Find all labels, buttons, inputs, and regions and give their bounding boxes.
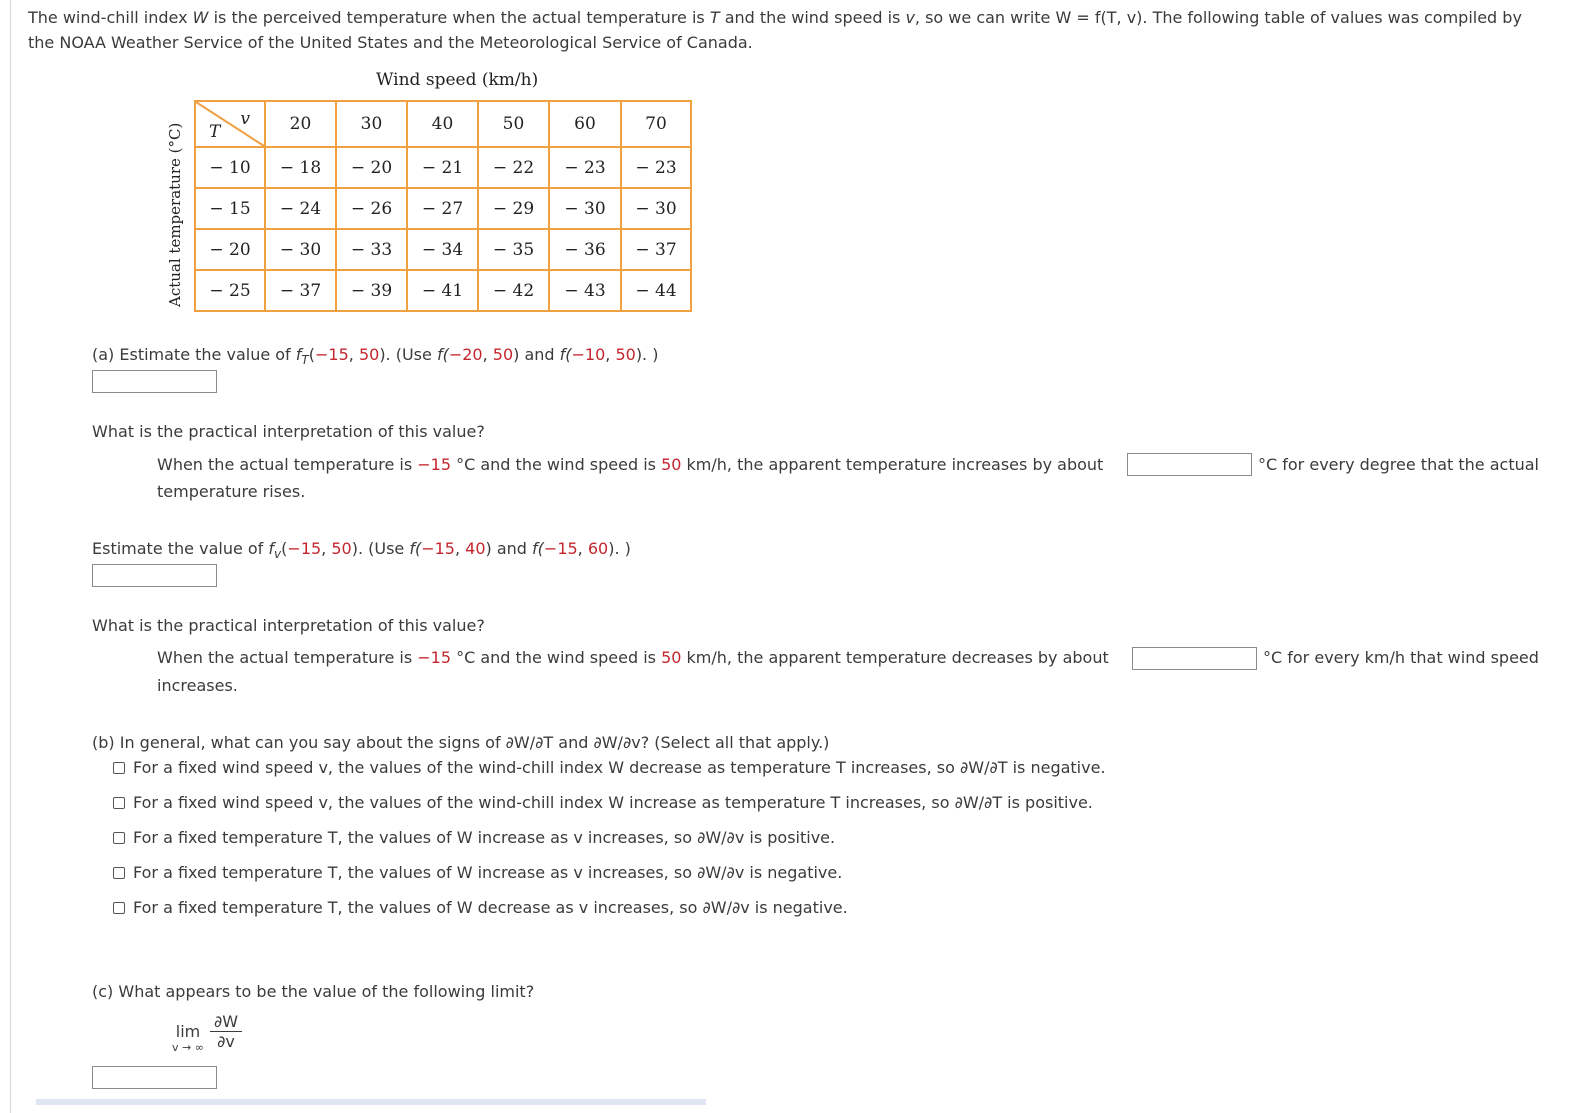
- use-arg: −15: [543, 539, 578, 558]
- part-a2-interp-line2: increases.: [157, 676, 238, 695]
- table-cell: − 42: [478, 270, 549, 311]
- table-cell: − 23: [549, 147, 621, 188]
- table-cell: − 30: [265, 229, 336, 270]
- func-subscript: T: [301, 353, 309, 368]
- interp-text: When the actual temperature is: [157, 455, 418, 474]
- option-label: For a fixed wind speed v, the values of the wind-chill index W increase as temperature T increases, so ∂W/∂T is positive.: [133, 793, 1093, 812]
- speed-header: 60: [549, 101, 621, 147]
- option-checkbox[interactable]: [113, 867, 125, 879]
- intro-equation: W = f(T, v).: [1055, 8, 1148, 27]
- option-row[interactable]: [113, 863, 842, 882]
- speed-header: 30: [336, 101, 407, 147]
- temp-header: − 15: [195, 188, 265, 229]
- part-a-question: (a) Estimate the value of $f_T(-15$, 50). (Use f(−20, 50) and f(−10, 50). ): [92, 345, 659, 368]
- func-f: f: [295, 345, 302, 364]
- left-border: [10, 0, 11, 1113]
- arg-temp: −15: [287, 539, 322, 558]
- func-subscript: v: [274, 547, 282, 562]
- part-a-interp-tail: °C for every degree that the actual: [1258, 455, 1539, 474]
- option-row[interactable]: [113, 828, 835, 847]
- part-c-question: (c) What appears to be the value of the following limit?: [92, 982, 535, 1001]
- use-f: f(: [532, 539, 544, 558]
- table-cell: − 27: [407, 188, 478, 229]
- fT-interp-answer-input[interactable]: [1127, 453, 1252, 476]
- table-cell: − 29: [478, 188, 549, 229]
- bottom-bar: [36, 1099, 706, 1105]
- fv-answer-input[interactable]: [92, 564, 217, 587]
- interp-speed: 50: [661, 648, 682, 667]
- use-arg: −20: [448, 345, 483, 364]
- table-cell: − 36: [549, 229, 621, 270]
- problem-intro: [28, 5, 1568, 55]
- paren: (: [308, 345, 316, 364]
- part-a-interp-line2: temperature rises.: [157, 482, 306, 501]
- use-arg: 40: [465, 539, 486, 558]
- table-cell: − 37: [265, 270, 336, 311]
- interp-text: km/h, the apparent temperature decreases by about: [681, 648, 1109, 667]
- fT-answer-input[interactable]: [92, 370, 217, 393]
- use-hint: (Use: [390, 345, 437, 364]
- intro-text: and the wind speed is: [719, 8, 906, 27]
- table-cell: − 26: [336, 188, 407, 229]
- fraction-denominator: ∂v: [217, 1032, 235, 1051]
- table-cell: − 30: [549, 188, 621, 229]
- part-a2-interp-sentence: [157, 648, 1109, 667]
- use-f: f(: [436, 345, 449, 364]
- part-a-text: (a) Estimate the value of: [92, 345, 296, 364]
- var-W: W: [192, 8, 209, 27]
- table-row: [195, 188, 691, 229]
- table-cell: − 39: [336, 270, 407, 311]
- row-axis-label: Actual temperature (°C): [166, 122, 184, 307]
- option-label: For a fixed temperature T, the values of W decrease as v increases, so ∂W/∂v is negative.: [133, 898, 848, 917]
- interp-speed: 50: [661, 455, 682, 474]
- table-cell: − 22: [478, 147, 549, 188]
- option-checkbox[interactable]: [113, 902, 125, 914]
- table-cell: − 24: [265, 188, 336, 229]
- option-label: For a fixed temperature T, the values of W increase as v increases, so ∂W/∂v is positive.: [133, 828, 836, 847]
- table-cell: − 18: [265, 147, 336, 188]
- option-checkbox[interactable]: [113, 797, 125, 809]
- table-cell: − 21: [407, 147, 478, 188]
- corner-diagonal: [196, 102, 264, 146]
- table-cell: − 30: [621, 188, 691, 229]
- option-row[interactable]: [113, 898, 848, 917]
- var-T: T: [709, 8, 720, 27]
- comma: ,: [348, 345, 359, 364]
- use-hint: (Use: [363, 539, 410, 558]
- table-cell: − 34: [407, 229, 478, 270]
- arg-speed: 50: [331, 539, 352, 558]
- use-end: ). ): [635, 345, 659, 364]
- table-cell: − 23: [621, 147, 691, 188]
- use-arg: −15: [421, 539, 455, 558]
- part-a-interp-question: What is the practical interpretation of this value?: [92, 422, 485, 441]
- table-row: [195, 229, 691, 270]
- table-corner-cell: [195, 101, 265, 147]
- use-f: f(: [409, 539, 422, 558]
- use-f: f(: [559, 345, 572, 364]
- limit-subscript: v → ∞: [172, 1041, 204, 1054]
- interp-text: °C and the wind speed is: [451, 648, 662, 667]
- option-row[interactable]: [113, 793, 1093, 812]
- table-cell: − 44: [621, 270, 691, 311]
- table-row: [195, 270, 691, 311]
- speed-header: 20: [265, 101, 336, 147]
- speed-header: 70: [621, 101, 691, 147]
- part-a2-interp-question: What is the practical interpretation of this value?: [92, 616, 485, 635]
- speed-header: 50: [478, 101, 549, 147]
- part-a-interp-sentence: [157, 455, 1103, 474]
- use-and: ) and: [513, 345, 560, 364]
- table-cell: − 41: [407, 270, 478, 311]
- interp-text: °C and the wind speed is: [451, 455, 662, 474]
- temp-header: − 20: [195, 229, 265, 270]
- part-a2-text: Estimate the value of: [92, 539, 269, 558]
- interp-temp: −15: [417, 455, 452, 474]
- fv-interp-answer-input[interactable]: [1132, 647, 1257, 670]
- limit-answer-input[interactable]: [92, 1066, 217, 1089]
- limit-fraction: [210, 1013, 242, 1052]
- intro-text: The wind-chill index: [28, 8, 193, 27]
- temp-header: − 25: [195, 270, 265, 311]
- table-cell: − 20: [336, 147, 407, 188]
- interp-temp: −15: [417, 648, 452, 667]
- func-f: f: [268, 539, 275, 558]
- table-cell: − 35: [478, 229, 549, 270]
- part-b-question: (b) In general, what can you say about the signs of ∂W/∂T and ∂W/∂v? (Select all that apply.): [92, 733, 830, 752]
- intro-text-line2: the NOAA Weather Service of the United States and the Meteorological Service of Canada.: [28, 33, 753, 52]
- intro-text: The following table of values was compiled by: [1147, 8, 1522, 27]
- interp-text: km/h, the apparent temperature increases by about: [681, 455, 1104, 474]
- part-a2-interp-tail: °C for every km/h that wind speed: [1263, 648, 1539, 667]
- intro-text: is the perceived temperature when the actual temperature is: [208, 8, 710, 27]
- use-arg: 60: [587, 539, 609, 558]
- intro-text: , so we can write: [914, 8, 1056, 27]
- var-v: v: [905, 8, 915, 27]
- corner-v-label: v: [240, 109, 250, 129]
- option-checkbox[interactable]: [113, 762, 125, 774]
- fraction-numerator: ∂W: [210, 1013, 242, 1032]
- option-checkbox[interactable]: [113, 832, 125, 844]
- table-caption: Wind speed (km/h): [376, 70, 539, 90]
- table-cell: − 43: [549, 270, 621, 311]
- arg-temp: −15: [315, 345, 349, 364]
- table-cell: − 33: [336, 229, 407, 270]
- table-header-row: [195, 101, 691, 147]
- comma: ,: [321, 539, 332, 558]
- use-arg: 50: [615, 345, 636, 364]
- corner-T-label: T: [209, 122, 221, 142]
- interp-text: When the actual temperature is: [157, 648, 418, 667]
- use-arg: 50: [492, 345, 514, 364]
- arg-speed: 50: [358, 345, 380, 364]
- option-label: For a fixed temperature T, the values of W increase as v increases, so ∂W/∂v is negative.: [133, 863, 843, 882]
- paren: ).: [351, 539, 364, 558]
- use-end: ). ): [608, 539, 631, 558]
- use-and: ) and: [485, 539, 533, 558]
- part-a2-question: Estimate the value of $f_v(-15$, 50). (Use f(−15, 40) and f(−15, 60). ): [92, 539, 631, 562]
- option-label: For a fixed wind speed v, the values of the wind-chill index W decrease as temperature T increases, so ∂W/∂T is negative.: [133, 758, 1106, 777]
- paren: (: [281, 539, 288, 558]
- wind-chill-table: [194, 100, 692, 312]
- speed-header: 40: [407, 101, 478, 147]
- option-row[interactable]: [113, 758, 1106, 777]
- table-row: [195, 147, 691, 188]
- limit-lim: lim: [175, 1022, 201, 1041]
- use-arg: −10: [571, 345, 606, 364]
- temp-header: − 10: [195, 147, 265, 188]
- paren: ).: [379, 345, 391, 364]
- table-cell: − 37: [621, 229, 691, 270]
